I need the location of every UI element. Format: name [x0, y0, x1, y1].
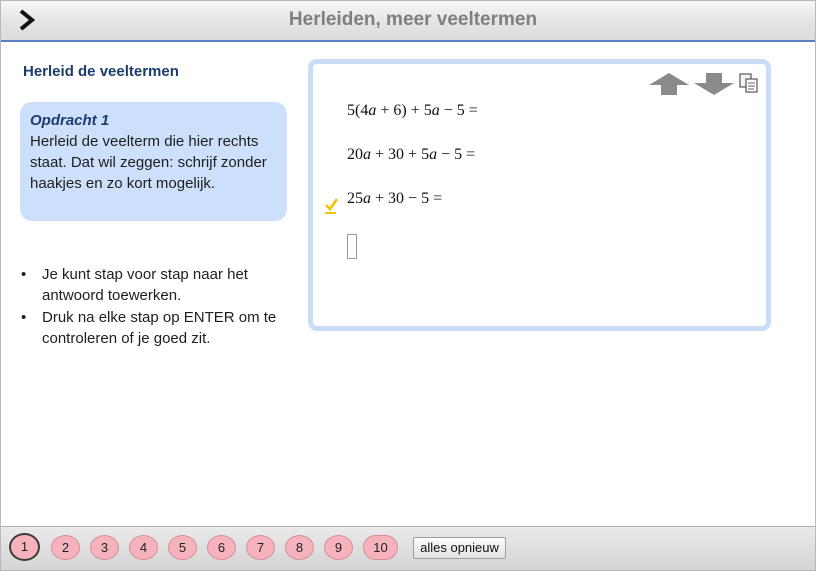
tip-text: Druk na elke stap op ENTER om te controleren of je goed zit.	[42, 309, 277, 347]
assignment-text: Herleid de veelterm die hier rechts staat. Dat wil zeggen: schrijf zonder haakjes en zo kort mogelijk.	[30, 133, 267, 192]
bullet: •	[21, 266, 27, 283]
assignment-title: Opdracht 1	[30, 112, 110, 129]
step-2: 20a + 30 + 5a − 5 =	[347, 146, 476, 163]
header-bar	[1, 1, 815, 42]
answer-input[interactable]	[347, 234, 357, 259]
question-button-7[interactable]: 7	[246, 535, 275, 560]
list-item	[21, 307, 291, 349]
checkmark-icon	[324, 197, 340, 215]
copy-icon[interactable]	[738, 72, 760, 99]
arrow-up-icon[interactable]	[648, 72, 690, 101]
assignment-box	[20, 102, 287, 221]
question-button-9[interactable]: 9	[324, 535, 353, 560]
page-title: Herleiden, meer veeltermen	[288, 9, 538, 30]
question-button-3[interactable]: 3	[90, 535, 119, 560]
question-button-4[interactable]: 4	[129, 535, 158, 560]
question-button-5[interactable]: 5	[168, 535, 197, 560]
list-item	[21, 264, 291, 306]
question-button-6[interactable]: 6	[207, 535, 236, 560]
instructions-list	[21, 264, 291, 350]
step-3: 25a + 30 − 5 =	[347, 190, 443, 207]
work-area	[308, 59, 771, 331]
question-button-1[interactable]: 1	[9, 533, 40, 561]
question-button-2[interactable]: 2	[51, 535, 80, 560]
reset-all-button[interactable]: alles opnieuw	[413, 537, 506, 559]
tip-text: Je kunt stap voor stap naar het antwoord toewerken.	[42, 266, 248, 304]
question-button-8[interactable]: 8	[285, 535, 314, 560]
question-button-10[interactable]: 10	[363, 535, 398, 560]
arrow-down-icon[interactable]	[693, 72, 735, 101]
bullet: •	[21, 309, 27, 326]
step-1: 5(4a + 6) + 5a − 5 =	[347, 102, 478, 119]
section-heading: Herleid de veeltermen	[23, 63, 179, 80]
question-nav-bar	[1, 526, 815, 570]
